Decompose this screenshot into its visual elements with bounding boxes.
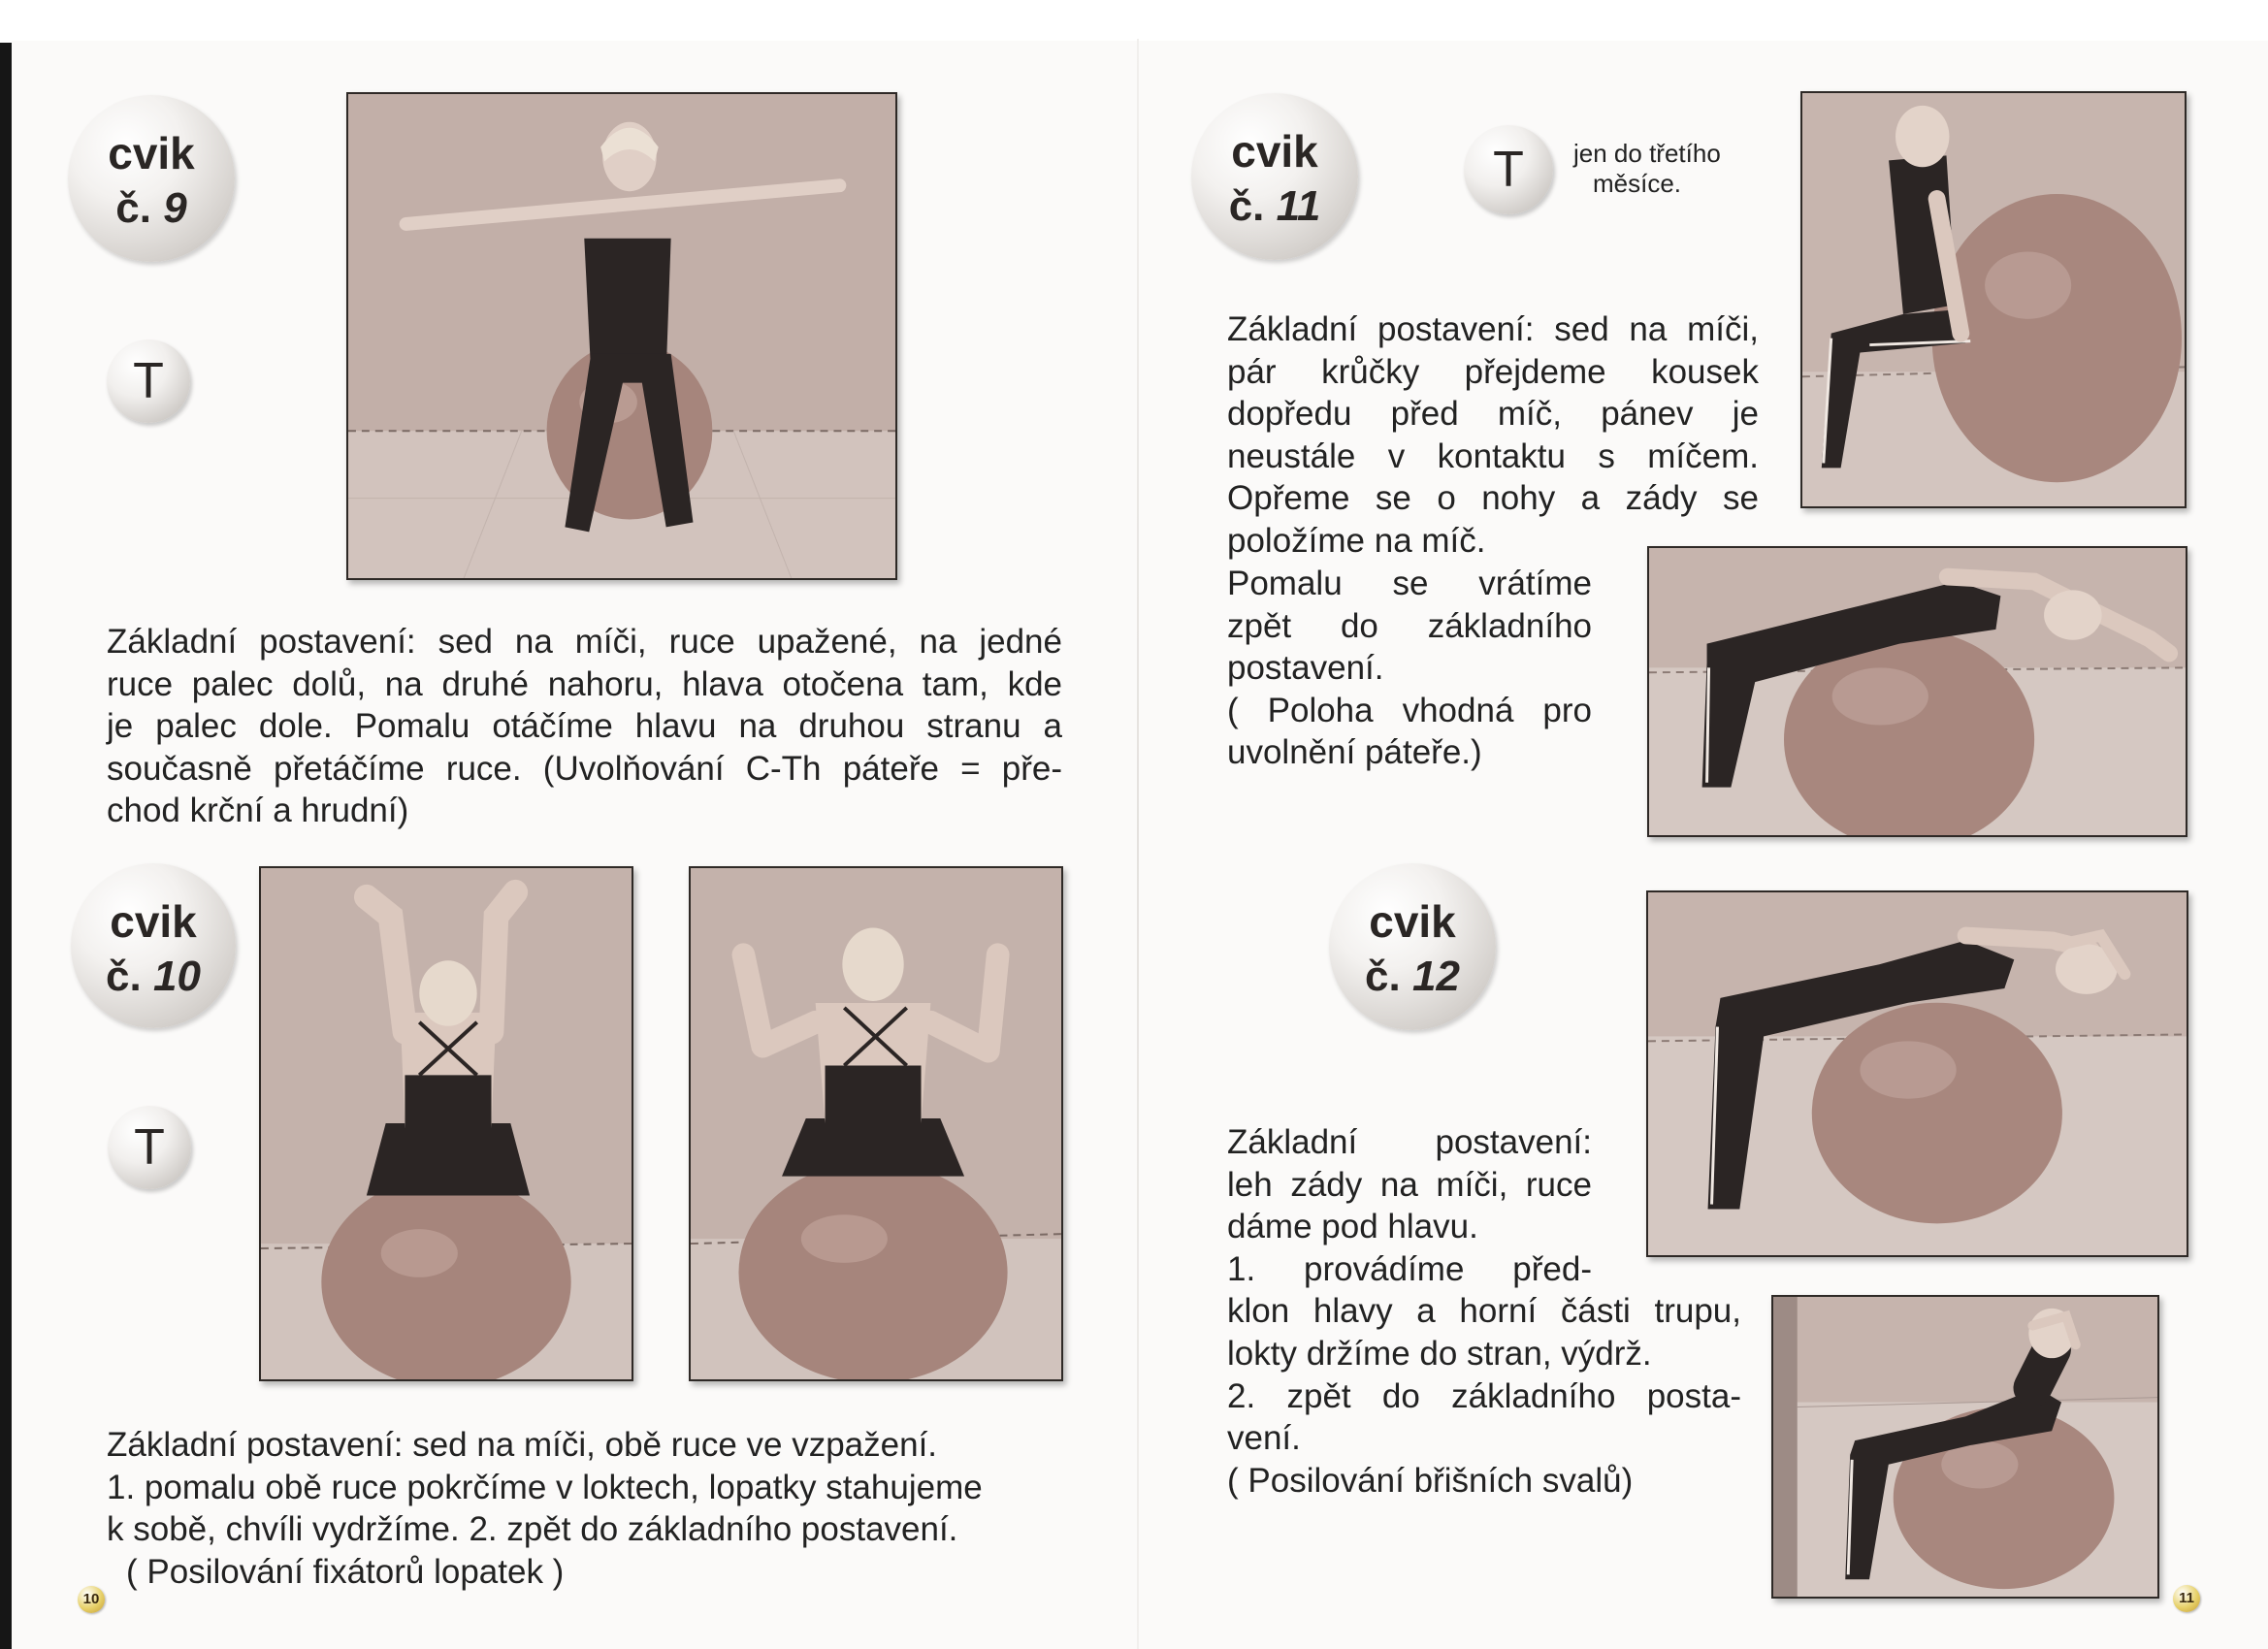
exercise-12-photo-crunch [1771, 1295, 2159, 1599]
description-line: Základní postavení: sed na míči, ruce upažené, na jedné [107, 623, 1062, 661]
description-line: ( Posilování fixátorů lopatek ) [126, 1552, 565, 1591]
exercise-11-photo-lying-back [1647, 546, 2187, 837]
exercise-9-t-marker: T [107, 340, 190, 423]
page-fold [1137, 39, 1139, 1649]
exercise-9-description [107, 621, 1062, 832]
exercise-9-photo [346, 92, 897, 580]
exercise-12-description-part2 [1227, 1290, 1741, 1502]
scan-left-edge [0, 0, 12, 1649]
description-line: klon hlavy a horní části trupu, [1227, 1292, 1741, 1331]
description-line: 1. pomalu obě ruce pokrčíme v loktech, lopatky stahujeme [107, 1468, 983, 1506]
description-line: k sobě, chvíli vydržíme. 2. zpět do základního postavení. [107, 1510, 958, 1549]
page-number-left: 10 [78, 1586, 105, 1613]
description-line: zpět do základního [1227, 606, 1592, 645]
description-line: uvolnění páteře.) [1227, 733, 1482, 772]
badge-label: cvik [110, 896, 197, 947]
badge-label: cvik [1231, 126, 1318, 177]
badge-prefix: č. [1228, 182, 1265, 230]
badge-label: cvik [108, 128, 195, 178]
exercise-10-description [107, 1424, 1067, 1593]
description-line: dopředu před míč, pánev je [1227, 395, 1759, 434]
badge-label: cvik [1369, 896, 1456, 947]
description-line: současně přetáčíme ruce. (Uvolňování C-Th páteře = pře- [107, 749, 1062, 788]
description-line: ( Posilování břišních svalů) [1227, 1461, 1634, 1500]
description-line: ( Poloha vhodná pro [1227, 691, 1592, 729]
exercise-12-badge [1329, 863, 1496, 1030]
exercise-10-t-marker: T [108, 1106, 191, 1189]
description-line: pár krůčky přejdeme kousek [1227, 352, 1759, 391]
description-line: 2. zpět do základního posta- [1227, 1376, 1741, 1415]
exercise-9-badge [68, 95, 235, 262]
exercise-12-photo-lying-hands-head [1646, 890, 2188, 1257]
description-line: dáme pod hlavu. [1227, 1208, 1478, 1246]
page-number-right: 11 [2173, 1585, 2200, 1612]
exercise-12-description-part1 [1227, 1121, 1592, 1290]
exercise-10-photo-arms-up [259, 866, 633, 1381]
description-line: leh zády na míči, ruce [1227, 1165, 1592, 1204]
badge-prefix: č. [106, 953, 142, 1000]
badge-prefix: č. [1365, 953, 1401, 1000]
exercise-11-description-part1 [1227, 308, 1759, 563]
description-line: lokty držíme do stran, výdrž. [1227, 1334, 1652, 1373]
exercise-11-t-note: jen do třetího měsíce. [1573, 139, 1721, 198]
exercise-10-badge [71, 863, 236, 1028]
badge-number: 10 [152, 953, 201, 1000]
exercise-11-t-marker: T [1464, 125, 1553, 214]
description-line: Základní postavení: sed na míči, obě ruce ve vzpažení. [107, 1426, 938, 1464]
description-line: vení. [1227, 1419, 1301, 1458]
exercise-11-badge [1191, 93, 1358, 260]
description-line: Pomalu se vrátíme [1227, 565, 1592, 602]
description-line: postavení. [1227, 649, 1384, 688]
scan-top-margin [0, 0, 2268, 41]
exercise-10-photo-arms-bent [689, 866, 1063, 1381]
description-line: ruce palec dolů, na druhé nahoru, hlava otočena tam, kde [107, 664, 1062, 703]
description-line: je palec dole. Pomalu otáčíme hlavu na druhou stranu a [107, 707, 1062, 746]
description-line: položíme na míč. [1227, 521, 1486, 560]
description-line: Základní postavení: [1227, 1123, 1592, 1161]
badge-number: 11 [1276, 182, 1321, 230]
exercise-11-description-part2 [1227, 563, 1592, 774]
badge-number: 9 [163, 184, 187, 232]
description-line: neustále v kontaktu s míčem. [1227, 436, 1759, 475]
description-line: 1. provádíme před- [1227, 1249, 1592, 1288]
description-line: chod krční a hrudní) [107, 792, 409, 830]
badge-prefix: č. [115, 184, 151, 232]
badge-number: 12 [1411, 953, 1460, 1000]
exercise-11-photo-sitting [1800, 91, 2187, 508]
description-line: Základní postavení: sed na míči, [1227, 310, 1759, 348]
description-line: Opřeme se o nohy a zády se [1227, 479, 1759, 518]
